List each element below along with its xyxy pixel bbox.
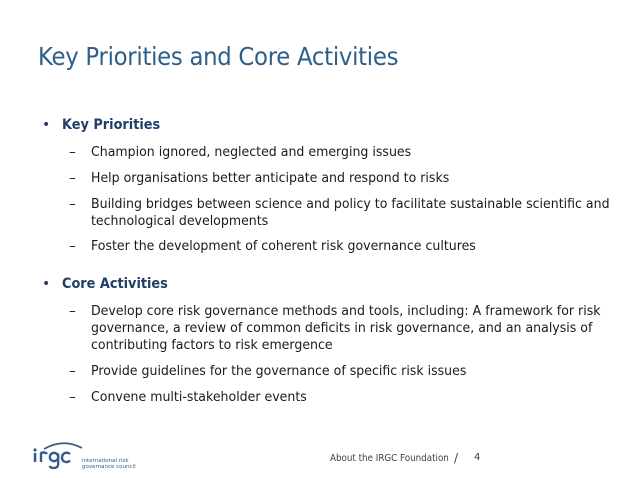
- slide-title: Key Priorities and Core Activities: [38, 42, 399, 71]
- page-number: 4: [474, 452, 481, 463]
- item-dash: –: [69, 363, 76, 379]
- item-dash: –: [69, 170, 76, 186]
- list-item: Foster the development of coherent risk governance cultures: [91, 238, 476, 254]
- logo-caption-line2: governance council: [82, 464, 136, 470]
- list-item: Convene multi-stakeholder events: [91, 389, 307, 405]
- logo-caption-line1: international risk: [82, 458, 129, 464]
- item-dash: –: [69, 238, 76, 254]
- section-heading-key-priorities: Key Priorities: [62, 117, 161, 133]
- list-item: Building bridges between science and policy to facilitate sustainable scientific and technological developments: [91, 196, 610, 229]
- list-item: Help organisations better anticipate and respond to risks: [91, 170, 450, 186]
- section-bullet: •: [42, 117, 51, 133]
- footer-separator: /: [454, 451, 459, 465]
- irgc-logo: [30, 440, 136, 474]
- item-dash: –: [69, 196, 76, 212]
- item-dash: –: [69, 303, 76, 319]
- footer-text: About the IRGC Foundation: [330, 453, 449, 464]
- list-item: Champion ignored, neglected and emerging issues: [91, 144, 412, 160]
- item-dash: –: [69, 144, 76, 160]
- section-heading-core-activities: Core Activities: [62, 276, 168, 292]
- section-bullet: •: [42, 276, 51, 292]
- list-item: Provide guidelines for the governance of specific risk issues: [91, 363, 467, 379]
- list-item: Develop core risk governance methods and tools, including: A framework for risk governance, a review of common deficits in risk governance, and an analysis of contributing factors to risk emergence: [91, 303, 601, 353]
- item-dash: –: [69, 389, 76, 405]
